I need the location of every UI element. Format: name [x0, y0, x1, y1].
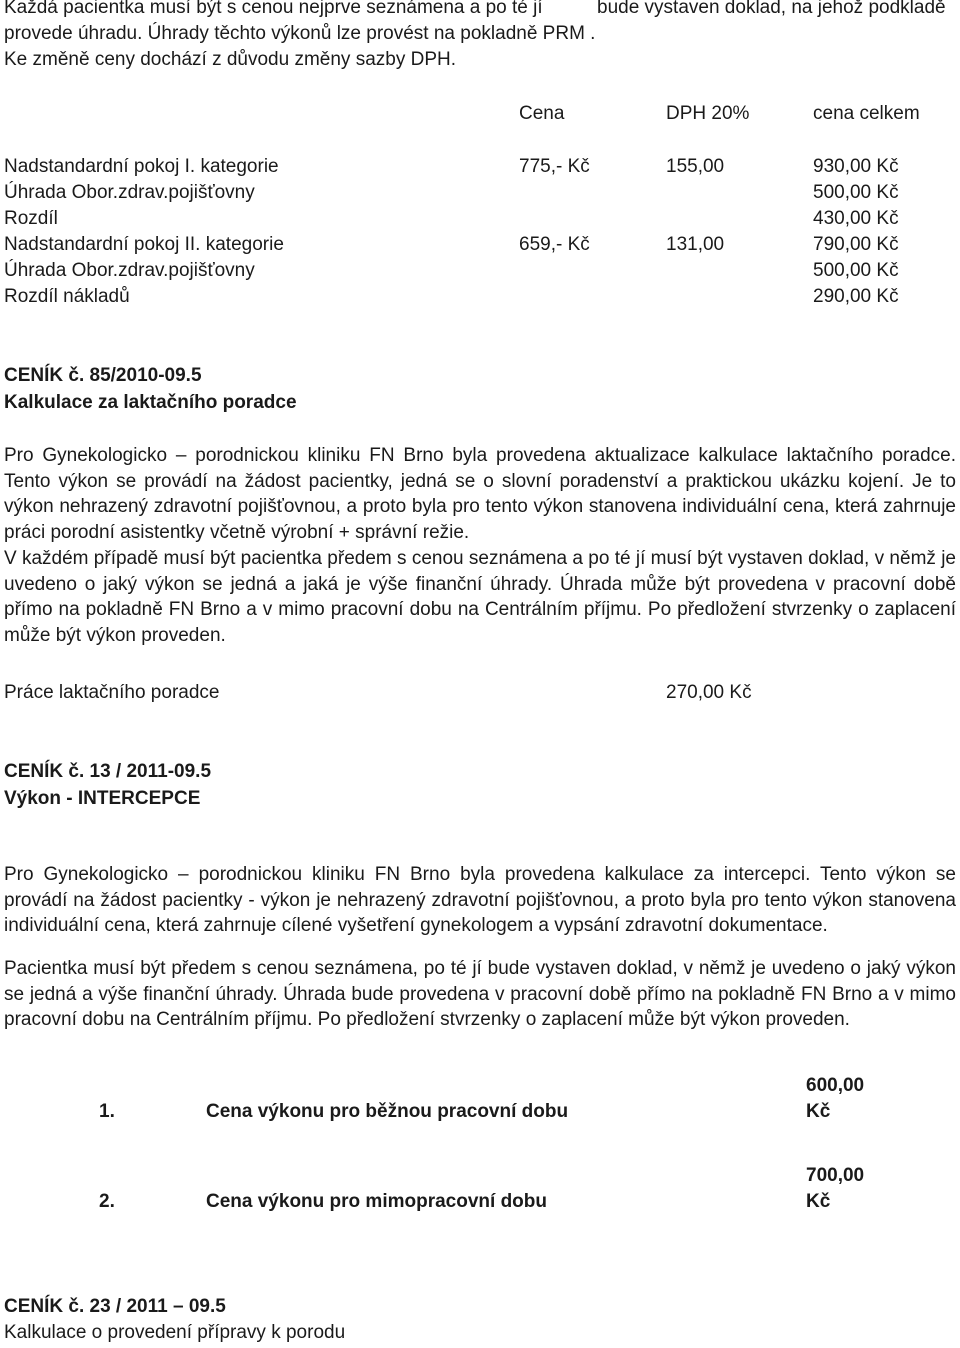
- table-row-total: 930,00 Kč: [813, 156, 899, 177]
- header-total: cena celkem: [813, 103, 920, 124]
- cenik13-item-1-currency: Kč: [806, 1101, 831, 1122]
- table-row-label: Rozdíl nákladů: [4, 286, 130, 307]
- cenik23-heading: CENÍK č. 23 / 2011 – 09.5: [4, 1296, 226, 1317]
- cenik13-title: Výkon - INTERCEPCE: [4, 788, 201, 809]
- header-price: Cena: [519, 103, 565, 124]
- cenik13-item-2-currency: Kč: [806, 1191, 831, 1212]
- table-row-total: 500,00 Kč: [813, 182, 899, 203]
- table-row-vat: 155,00: [666, 156, 725, 177]
- table-row-label: Nadstandardní pokoj II. kategorie: [4, 234, 284, 255]
- cenik23-title: Kalkulace o provedení přípravy k porodu: [4, 1322, 346, 1343]
- intro-line-1a: Každá pacientka musí být s cenou nejprve seznámena a po té jí: [4, 0, 543, 18]
- table-row-label: Úhrada Obor.zdrav.pojišťovny: [4, 260, 255, 281]
- table-row-label: Úhrada Obor.zdrav.pojišťovny: [4, 182, 255, 203]
- cenik85-heading: CENÍK č. 85/2010-09.5: [4, 365, 202, 386]
- cenik85-title: Kalkulace za laktačního poradce: [4, 392, 297, 413]
- cenik13-heading: CENÍK č. 13 / 2011-09.5: [4, 761, 212, 782]
- table-row-price: 659,- Kč: [519, 234, 590, 255]
- table-row-total: 790,00 Kč: [813, 234, 899, 255]
- cenik85-item-label: Práce laktačního poradce: [4, 682, 220, 703]
- cenik85-paragraph-2: V každém případě musí být pacientka předem s cenou seznámena a po té jí musí být vystaven doklad, v němž je uvedeno o jaký výkon se jedná a jaká je výše finanční úhrady. Úhrada může být provedena v pracovní době přímo na pokladně FN Brno a v mimo pracovní dobu na Centrálním příjmu. Po předložení stvrzenky o zaplacení může být výkon proveden.: [4, 548, 956, 646]
- table-row-price: 775,- Kč: [519, 156, 590, 177]
- intro-line-3: Ke změně ceny dochází z důvodu změny sazby DPH.: [4, 49, 457, 70]
- header-vat: DPH 20%: [666, 103, 750, 124]
- cenik13-item-2-label: Cena výkonu pro mimopracovní dobu: [206, 1191, 547, 1212]
- table-row-total: 290,00 Kč: [813, 286, 899, 307]
- cenik13-paragraph-1: Pro Gynekologicko – porodnickou kliniku FN Brno byla provedena kalkulace za intercepci. Tento výkon se provádí na žádost pacientky - výkon je nehrazený zdravotní pojišťovnou, a proto byla pro tento výkon stanovena individuální cena, která zahrnuje cílené vyšetření gynekologem a vypsání zdravotní dokumentace.: [4, 864, 956, 936]
- cenik13-item-1-label: Cena výkonu pro běžnou pracovní dobu: [206, 1101, 569, 1122]
- cenik13-paragraph-2: Pacientka musí být předem s cenou seznámena, po té jí bude vystaven doklad, v němž je uvedeno o jaký výkon se jedná a výše finanční úhrady. Úhrada bude provedena v pracovní době přímo na pokladně FN Brno a v mimo pracovní dobu na Centrálním příjmu. Po předložení stvrzenky o zaplacení může být výkon proveden.: [4, 958, 956, 1030]
- table-row-label: Rozdíl: [4, 208, 58, 229]
- cenik13-item-2-amount: 700,00: [806, 1165, 865, 1186]
- intro-line-1b: bude vystaven doklad, na jehož podkladě: [597, 0, 946, 18]
- table-row-label: Nadstandardní pokoj I. kategorie: [4, 156, 279, 177]
- table-row-vat: 131,00: [666, 234, 725, 255]
- intro-line-2: provede úhradu. Úhrady těchto výkonů lze provést na pokladně PRM .: [4, 23, 596, 44]
- cenik13-item-2-number: 2.: [99, 1191, 115, 1212]
- cenik13-item-1-amount: 600,00: [806, 1075, 865, 1096]
- table-row-total: 430,00 Kč: [813, 208, 899, 229]
- cenik85-item-price: 270,00 Kč: [666, 682, 752, 703]
- cenik85-paragraph-1: Pro Gynekologicko – porodnickou kliniku FN Brno byla provedena aktualizace kalkulace laktačního poradce. Tento výkon se provádí na žádost pacientky, jedná se o slovní poradenství a praktickou ukázku kojení. Je to výkon nehrazený zdravotní pojišťovnou, a proto byla pro tento výkon stanovena individuální cena, která zahrnuje práci porodní asistentky včetně výrobní + správní režie.: [4, 445, 956, 543]
- table-row-total: 500,00 Kč: [813, 260, 899, 281]
- cenik13-item-1-number: 1.: [99, 1101, 115, 1122]
